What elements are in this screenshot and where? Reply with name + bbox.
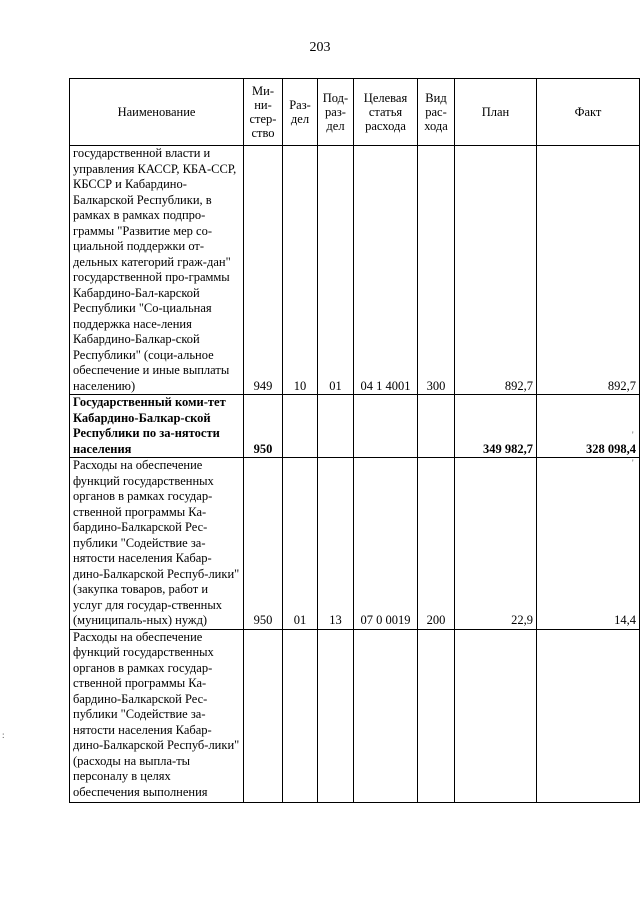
header-subsection: Под- раз- дел xyxy=(318,79,354,146)
row-ministry: 949 xyxy=(244,146,283,395)
page-number: 203 xyxy=(309,40,331,55)
row-fact: 328 098,4 xyxy=(537,395,640,458)
row-type: 300 xyxy=(418,146,455,395)
row-name: государственной власти и управления КАССР, КБА-ССР, КБССР и Кабардино-Балкарской Республики, в рамках в рамках подпро-граммы "Развитие мер со-циальной поддержки от-дельных категорий граж-дан" государственной про-граммы Кабардино-Бал-карской Республики "Со-циальная поддержка насе-ления Кабардино-Балкар-ской Республики" (соци-альное обеспечение и иные выплаты населению) xyxy=(70,146,244,395)
row-section xyxy=(283,629,318,803)
row-subsection: 13 xyxy=(318,458,354,630)
row-fact: 14,4 xyxy=(537,458,640,630)
header-name: Наименование xyxy=(70,79,244,146)
row-type: 200 xyxy=(418,458,455,630)
row-section xyxy=(283,395,318,458)
row-target: 04 1 4001 xyxy=(354,146,418,395)
table-row xyxy=(70,395,640,458)
row-subsection xyxy=(318,395,354,458)
row-name: Государственный коми-тет Кабардино-Балкар-ской Республики по за-нятости населения xyxy=(70,395,244,458)
row-subsection xyxy=(318,629,354,803)
header-type: Вид рас- хода xyxy=(418,79,455,146)
row-subsection: 01 xyxy=(318,146,354,395)
row-name: Расходы на обеспечение функций государственных органов в рамках государ-ственной программы Ка-бардино-Балкарской Рес-публики "Содействие за-нятости населения Кабар-дино-Балкарской Респуб-лики" (закупка товаров, работ и услуг для государ-ственных (муниципаль-ных) нужд) xyxy=(70,458,244,630)
header-section: Раз- дел xyxy=(283,79,318,146)
row-ministry: 950 xyxy=(244,395,283,458)
row-type xyxy=(418,629,455,803)
row-type xyxy=(418,395,455,458)
row-target xyxy=(354,395,418,458)
row-plan: 892,7 xyxy=(455,146,537,395)
table-row xyxy=(70,629,640,803)
row-section: 01 xyxy=(283,458,318,630)
row-plan: 22,9 xyxy=(455,458,537,630)
header-row xyxy=(70,79,640,146)
budget-table xyxy=(69,78,640,803)
scan-artifact-mark: ' xyxy=(632,430,634,440)
row-name: Расходы на обеспечение функций государственных органов в рамках государ-ственной программы Ка-бардино-Балкарской Рес-публики "Содействие за-нятости населения Кабар-дино-Балкарской Респуб-лики" (расходы на выпла-ты персоналу в целях обеспечения выполнения xyxy=(70,629,244,803)
header-ministry: Ми- ни- стер- ство xyxy=(244,79,283,146)
row-fact xyxy=(537,629,640,803)
scan-artifact-mark: : xyxy=(2,730,5,740)
row-plan: 349 982,7 xyxy=(455,395,537,458)
row-plan xyxy=(455,629,537,803)
table-row xyxy=(70,458,640,630)
header-fact: Факт xyxy=(537,79,640,146)
table-row xyxy=(70,146,640,395)
row-target: 07 0 0019 xyxy=(354,458,418,630)
scan-artifact-mark: ' xyxy=(632,458,634,468)
header-plan: План xyxy=(455,79,537,146)
header-target: Целевая статья расхода xyxy=(354,79,418,146)
row-ministry: 950 xyxy=(244,458,283,630)
row-target xyxy=(354,629,418,803)
row-fact: 892,7 xyxy=(537,146,640,395)
row-section: 10 xyxy=(283,146,318,395)
row-ministry xyxy=(244,629,283,803)
